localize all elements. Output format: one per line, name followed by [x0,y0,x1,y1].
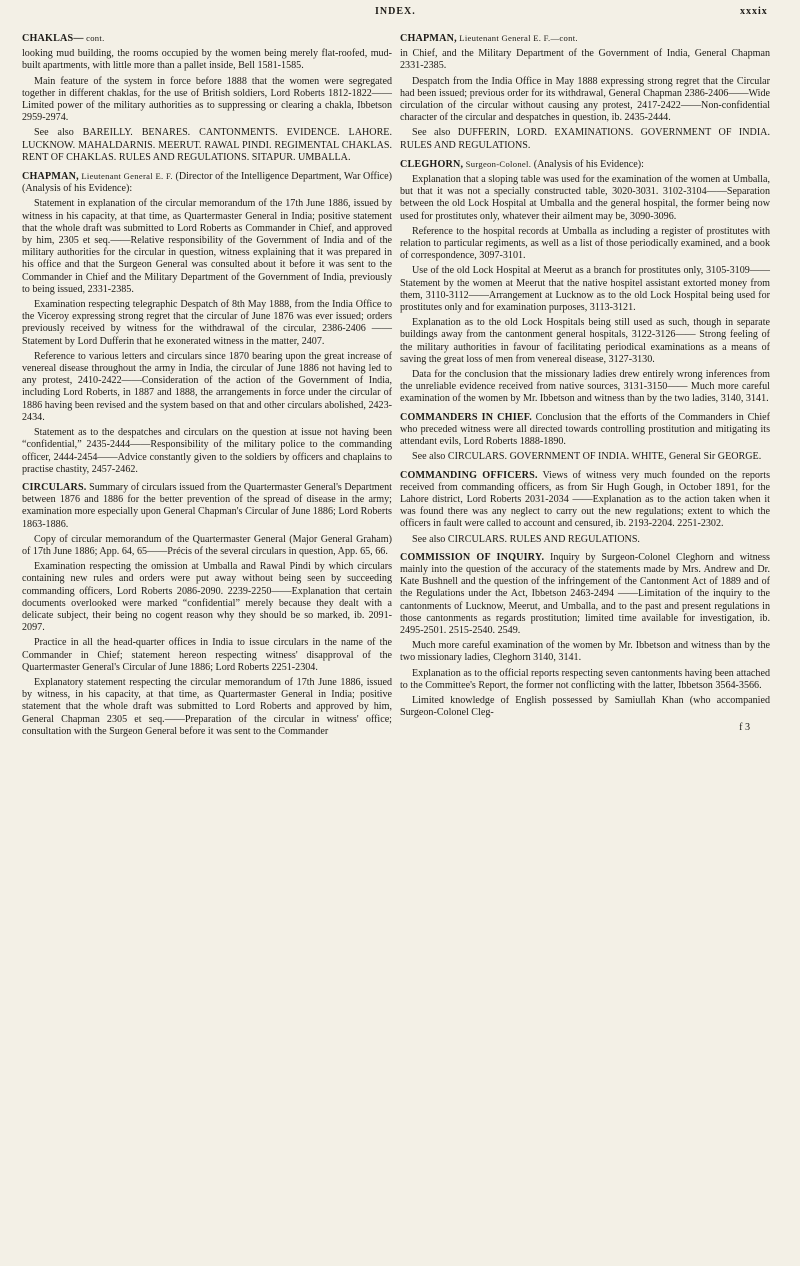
entry-paragraph: Explanation that a sloping table was used for the examination of the women at Umballa, but that it was not a specially constructed table, 3020-3031. 3102-3104——Separation between the old Lock Hospital at Umballa and the general hospital, the former being now used for prostitutes only, whatever their ailment may be, 3090-3096. [400,174,770,222]
entry-paragraph: Explanation as to the official reports respecting seven cantonments having been attached to the Committee's Report, the former not conflicting with the latter, Ibbetson 3564-3566. [400,667,770,691]
entry-heading: CLEGHORN, [400,158,464,170]
right-column [400,26,770,738]
entry-paragraph: Reference to various letters and circulars since 1870 bearing upon the great increase of venereal disease throughout the army in India, the circular of June 1886 not having led to any protest, 2410-2422——Consideration of the action of the Government of India, including Lord Roberts, in 1887 and 1888, the arrangements in force under the circular of 1886 having been revised and the system based on that and other circulars abolished, 2423-2434. [22,350,392,423]
cross-reference: See also BAREILLY. BENARES. CANTONMENTS. EVIDENCE. LAHORE. LUCKNOW. MAHALDARNIS. MEERUT. RAWAL PINDI. REGIMENTAL CHAKLAS. RENT OF CHAKLAS. RULES AND REGULATIONS. SITAPUR. UMBALLA. [22,127,392,163]
entry-heading: COMMANDING OFFICERS. [400,469,538,481]
entry-paragraph: Limited knowledge of English possessed by Samiullah Khan (who accompanied Surgeon-Colonel Cleg- [400,694,770,719]
entry-paragraph: Main feature of the system in force before 1888 that the women were segregated together in different chaklas, for the use of British soldiers, Lord Roberts 1812-1822——Limited power of the military authorities as to suppressing or clearing a chakla, Ibbetson 2959-2974. [22,75,392,124]
cross-reference: See also CIRCULARS. RULES AND REGULATIONS. [412,533,640,545]
entry-paragraph: Use of the old Lock Hospital at Meerut as a branch for prostitutes only, 3105-3109——Statement by the women at Meerut that the native hospitel assistant extorted money from them, 3110-3112——Arrangement at Lucknow as to the old Lock Hospital being used for prostitutes only and for examination purposes, 3113-3121. [400,265,770,314]
entry-paragraph: Much more careful examination of the women by Mr. Ibbetson and witness than by the two missionary ladies, Cleghorn 3140, 3141. [400,640,770,664]
index-entry [400,470,770,531]
left-column [22,26,392,741]
index-entry [22,170,392,195]
index-entry [400,158,770,171]
entry-paragraph: Practice in all the head-quarter offices in India to issue circulars in the name of the Commander in Chief; statement hereon respecting witness' disapproval of the Quartermaster General's Circular of June 1886; Lord Roberts 2251-2304. [22,637,392,673]
entry-text: Views of witness very much founded on the reports received from commanding officers, as from Sir Hugh Gough, in October 1891, for the Lahore district, Lord Roberts 2031-2034 ——Explanation as to the action taken when it was found there was any neglect to carry out the new regulations; extent to which the officers in fault were called to account and censured, ib. 2193-2204. 2251-2302. [400,469,771,530]
entry-text: Inquiry by Surgeon-Colonel Cleghorn and witness mainly into the question of the accuracy of the statements made by Mrs. Andrew and Dr. Kate Bushnell and the question of the infringement of the Cantonment Act of 1889 and of the Regulations under the Act, Ibbetson 2463-2494 ——Limitation of the inquiry to the cantonments of Lucknow, Meerut, and Umballa, and to the past and present regulations in those cantonments as regards prostitution; limited time available for investigation, ib. 2495-2501. 2515-2540. 2549. [400,551,770,636]
entry-qualifier: Lieutenant General E. F.—cont. [456,33,578,43]
running-head-title: INDEX. [375,6,416,17]
index-entry [22,32,392,45]
entry-paragraph: Despatch from the India Office in May 1888 expressing strong regret that the Circular had been issued; previous order for its withdrawal, General Chapman 2386-2406——Wide circulation of the circular without causing any protest, 2417-2422——Non-confidential character of the circular and despatches in question, ib. 2435-2444. [400,75,770,124]
entry-heading: CHAPMAN, [400,33,457,44]
continued-text: looking mud building, the rooms occupied by the women being merely flat-roofed, mud-built apartments, with little more than a pallet inside, Bell 1581-1585. [22,48,392,72]
signature-mark: f 3 [739,722,750,734]
entry-paragraph: Explanatory statement respecting the circular memorandum of 17th June 1886, issued by witness, in his capacity, at that time, as Quartermaster General in India; positive statement that the whole draft was submitted to Lord Roberts and approved by him, General Chapman 2305 et seq.——Preparation of the circular in witness' office; consultation with the Surgeon General before it was sent to the Commander [22,676,392,737]
index-entry [400,412,770,449]
entry-paragraph: Examination respecting the omission at Umballa and Rawal Pindi by which circulars containing new rules and orders were put away without being seen by succeeding commanding officers, Lord Roberts 2086-2090. 2239-2250——Explanation that certain documents overlooked were marked “confidential” merely because they dealt with a delicate subject, their being no cogent reason why they should be so marked, ib. 2091-2097. [22,561,392,634]
cross-reference: See also DUFFERIN, LORD. EXAMINATIONS. GOVERNMENT OF INDIA. RULES AND REGULATIONS. [400,127,770,151]
entry-text: (Analysis of his Evidence): [531,158,644,170]
entry-text: (Director of the Intelligence Department, War Office) (Analysis of his Evidence): [22,171,392,195]
index-entry [400,32,770,45]
cross-reference: See also CIRCULARS. GOVERNMENT OF INDIA. WHITE, General Sir GEORGE. [412,451,762,463]
entry-paragraph: Reference to the hospital records at Umballa as including a register of prostitutes with relation to particular regiments, as well as a list of those periodically examined, and a book of correspondence, 3097-3101. [400,225,770,262]
entry-paragraph: Examination respecting telegraphic Despatch of 8th May 1888, from the India Office to the Viceroy expressing strong regret that the circular of June 1876 was ever issued; orders previously received by witness for the withdrawal of the circular, 2386-2406 ——Statement by Lord Dufferin that he exonerated witness in the matter, 2407. [22,299,392,347]
entry-qualifier: Lieutenant General E. F. [78,171,173,182]
entry-paragraph: Copy of circular memorandum of the Quartermaster General (Major General Graham) of 17th June 1886; App. 64, 65——Précis of the several circulars in question, App. 65, 66. [22,533,392,557]
entry-heading: CHAKLAS— [22,33,84,44]
index-entry [22,482,392,531]
entry-text: Summary of circulars issued from the Quartermaster General's Department between 1876 and 1886 for the better prevention of the spread of disease in the army; examination more especially upon General Chapman's Circular of June 1886; Lord Roberts 1863-1886. [22,481,392,530]
entry-paragraph: Data for the conclusion that the missionary ladies drew entirely wrong inferences from the unreliable evidence received from native sources, 3131-3150—— Much more careful examination of the women by Mr. Ibbetson and witness than by the two ladies, 3140, 3141. [400,369,770,405]
entry-paragraph: Explanation as to the old Lock Hospitals being still used as such, though in separate buildings away from the cantonment general hospitals, 3122-3126—— Strong feeling of the military authorities in favour of facilitating periodical examinations as a means of saving the great loss of men from venereal disease, 3127-3130. [400,317,770,365]
entry-heading: COMMANDERS IN CHIEF. [400,411,532,423]
continued-text: in Chief, and the Military Department of the Government of India, General Chapman 2331-2385. [400,48,770,72]
index-entry [400,552,770,637]
entry-heading: COMMISSION OF INQUIRY. [400,551,545,563]
entry-heading: CHAPMAN, [22,171,79,183]
entry-heading: CIRCULARS. [22,481,87,493]
entry-qualifier: Surgeon-Colonel. [463,158,532,169]
page-number: xxxix [740,6,768,17]
entry-paragraph: Statement in explanation of the circular memorandum of the 17th June 1886, issued by witness in his capacity, at that time, as Quartermaster General in India; positive statement that the whole draft was submitted to Lord Roberts as Commander in Chief, and approved by him, 2305 et seq.——Relative responsibility of the Government of India and of the military authorities for the circular in question, witness explaining that it was prepared in his office and that the Surgeon General was consulted about it before it was sent to the Commander in Chief and the Military Department of the Government of India, previously to being issued, 2331-2385. [22,198,392,295]
running-head [0,6,800,22]
entry-text: Conclusion that the efforts of the Commanders in Chief who preceded witness were all directed towards controlling prostitution and mitigating its attendant evils, Lord Roberts 1888-1890. [400,411,770,448]
entry-qualifier: cont. [83,33,105,43]
entry-paragraph: Statement as to the despatches and circulars on the question at issue not having been “confidential,” 2435-2444——Responsibility of the military police to the commanding officer, 2444-2454——Advice constantly given to the soldiers by officers and chaplains to practise chastity, 2457-2462. [22,427,392,475]
